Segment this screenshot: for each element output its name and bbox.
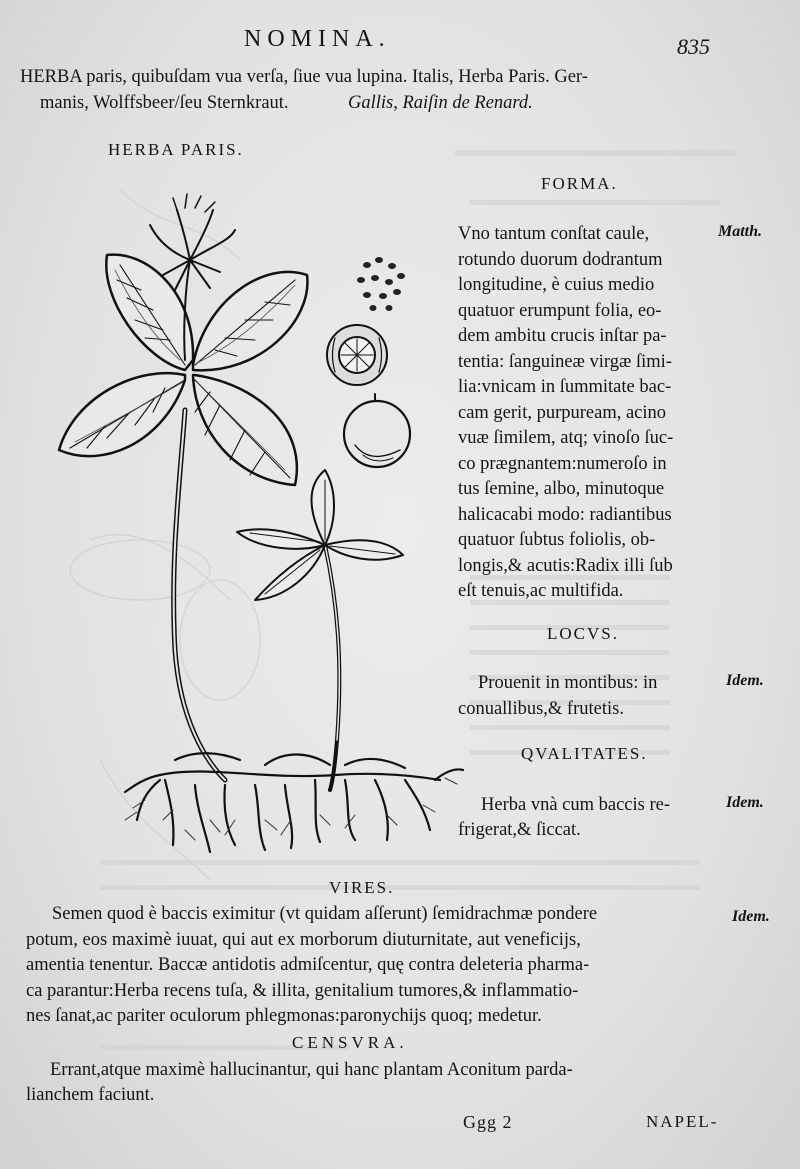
censura-heading: CENSVRA. [292,1033,408,1052]
forma-line: lia:vnicam in ſummitate bac- [458,377,672,397]
vires-line: ca parantur:Herba recens tuſa, & illita, genitalium tumores,& inflammatio- [26,981,579,1001]
qualitates-line: frigerat,& ſiccat. [458,820,581,840]
page-number: 835 [677,34,710,59]
young-shoot-leaves [237,470,403,600]
roots [125,753,463,852]
names-line-2-french: Gallis, Raiſin de Renard. [348,93,533,113]
qualitates-heading: QVALITATES. [521,744,648,763]
forma-line: tus ſemine, albo, minutoque [458,479,665,499]
forma-line: halicacabi modo: radiantibus [458,505,672,525]
figure-caption: HERBA PARIS. [108,140,244,159]
censura-line: lianchem faciunt. [26,1085,155,1105]
vires-line: potum, eos maximè iuuat, qui aut ex morborum diuturnitate, aut veneficijs, [26,930,581,950]
names-line-1: HERBA paris, quibuſdam vua verſa, ſiue vua lupina. Italis, Herba Paris. Ger- [20,67,588,87]
qualitates-line: Herba vnà cum baccis re- [481,795,671,815]
forma-line: cam gerit, purpuream, acino [458,403,667,423]
vires-line: nes ſanat,ac pariter oculorum phlegmonas:paronychijs quoq; medetur. [26,1006,542,1026]
forma-line: longis,& acutis:Radix illi ſub [458,556,673,576]
locus-margin-note: Idem. [726,672,764,689]
forma-margin-note: Matth. [718,223,763,240]
forma-line: longitudine, è cuius medio [458,275,655,295]
locus-line: conuallibus,& frutetis. [458,699,624,719]
vires-line: Semen quod è baccis eximitur (vt quidam aſſerunt) ſemidrachmæ pondere [52,904,598,924]
signature-mark: Ggg 2 [463,1112,513,1132]
names-line-2-german: manis, Wolffsbeer/ſeu Sternkraut. [40,93,289,113]
herba-paris-woodcut [45,180,485,880]
catchword: NAPEL- [646,1112,719,1131]
forma-line: dem ambitu crucis inſtar pa- [458,326,667,346]
forma-line: tentia: ſanguineæ virgæ ſimi- [458,352,672,372]
seeds [357,257,405,311]
vires-line: amentia tenentur. Baccæ antidotis admiſcentur, quę contra deleteria pharma- [26,955,590,975]
whole-berry [344,394,410,467]
forma-line: eſt tenuis,ac multifida. [458,581,624,601]
qualitates-margin-note: Idem. [726,794,764,811]
forma-line: rotundo duorum dodrantum [458,250,663,270]
locus-line: Prouenit in montibus: in [478,673,658,693]
locus-heading: LOCVS. [547,624,619,643]
forma-line: quatuor erumpunt folia, eo- [458,301,662,321]
censura-line: Errant,atque maximè hallucinantur, qui hanc plantam Aconitum parda- [50,1060,573,1080]
vires-heading: VIRES. [329,878,395,897]
cut-berry [327,325,387,385]
forma-line: co prægnantem:numeroſo in [458,454,667,474]
forma-line: Vno tantum conſtat caule, [458,224,650,244]
forma-heading: FORMA. [541,174,618,193]
vires-margin-note: Idem. [732,908,770,925]
forma-line: vuæ ſimilem, atq; vinoſo ſuc- [458,428,674,448]
running-head: NOMINA. [244,26,391,52]
forma-line: quatuor ſubtus foliolis, ob- [458,530,656,550]
